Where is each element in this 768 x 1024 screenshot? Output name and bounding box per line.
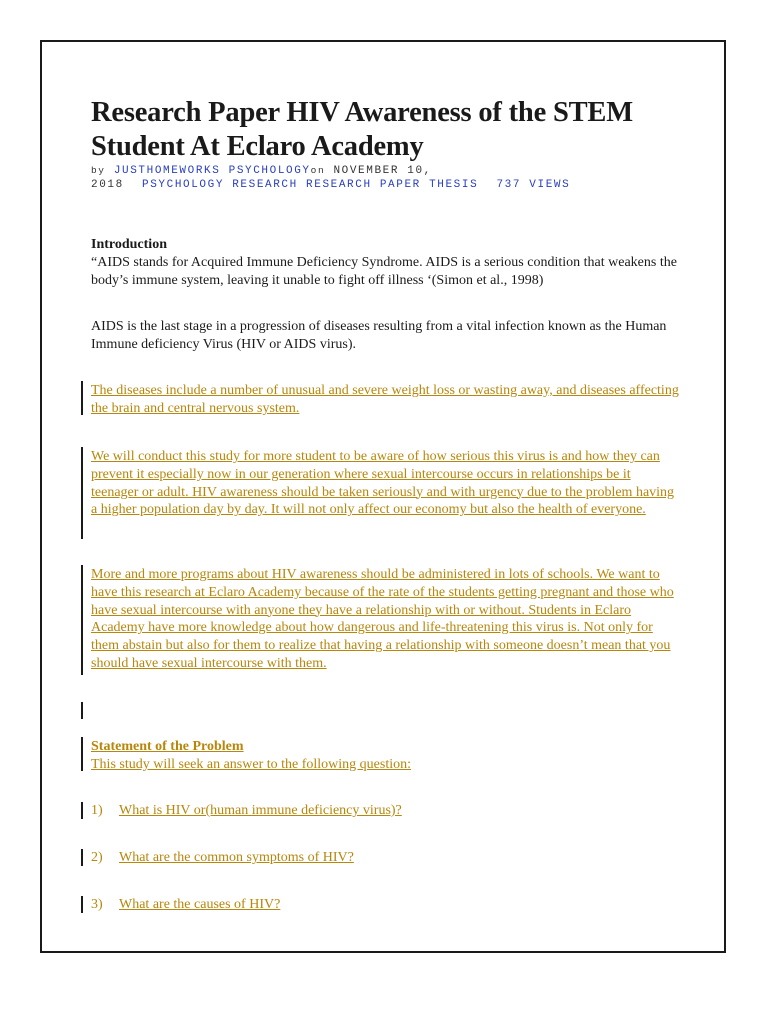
- change-bar: [81, 802, 83, 819]
- change-bar: [81, 849, 83, 866]
- change-bar: [81, 737, 83, 771]
- question-text: What are the causes of HIV?: [119, 897, 281, 912]
- question-number: 1): [91, 803, 103, 818]
- problem-intro: This study will seek an answer to the following question:: [91, 756, 412, 772]
- byline-by: by: [91, 165, 106, 176]
- change-bar: [81, 447, 83, 539]
- introduction-section: [91, 236, 681, 289]
- introduction-paragraph-5: More and more programs about HIV awareness should be administered in lots of schools. We want to have this research at Eclaro Academy because of the rate of the students getting pregnant and those who have sexual intercourse with anyone they have a relationship with or without. Students in Eclaro Academy have more knowledge about how dangerous and life-threatening this virus is. Not only for them abstain but also for them to realize that having a relationship with someone doesn’t mean that you should have sexual intercourse with them.: [91, 567, 674, 671]
- view-count: 737 VIEWS: [496, 179, 571, 191]
- document-title: Research Paper HIV Awareness of the STEM Student At Eclaro Academy: [91, 97, 633, 162]
- question-item: [91, 849, 681, 867]
- question-item: [91, 896, 681, 914]
- question-item: [91, 802, 681, 820]
- publish-date-part2: 2018: [91, 179, 124, 191]
- question-text: What are the common symptoms of HIV?: [119, 850, 354, 865]
- change-bar: [81, 896, 83, 913]
- category-link-research-paper-thesis[interactable]: RESEARCH PAPER THESIS: [306, 179, 479, 191]
- problem-heading: Statement of the Problem: [91, 739, 244, 754]
- introduction-paragraph-4: We will conduct this study for more student to be aware of how serious this virus is and how they can prevent it especially now in our generation where sexual intercourse occurs in relationships be it teenager or adult. HIV awareness should be taken seriously and with urgency due to the problem having a higher population day by day. It will not only affect our economy but also the health of everyone.: [91, 449, 675, 518]
- question-number: 3): [91, 897, 103, 912]
- introduction-heading: Introduction: [91, 237, 167, 252]
- publish-date-part1: NOVEMBER 10,: [333, 165, 432, 177]
- introduction-paragraph-3: The diseases include a number of unusual and severe weight loss or wasting away, and diseases affecting the brain and central nervous system.: [91, 383, 679, 416]
- author-link[interactable]: JUSTHOMEWORKS PSYCHOLOGY: [113, 165, 311, 177]
- byline: [91, 164, 591, 192]
- question-text: What is HIV or(human immune deficiency virus)?: [119, 803, 402, 818]
- change-bar: [81, 381, 83, 415]
- problem-section: [91, 738, 681, 774]
- introduction-paragraph-2: AIDS is the last stage in a progression of diseases resulting from a vital infection known as the Human Immune deficiency Virus (HIV or AIDS virus).: [91, 319, 667, 352]
- question-number: 2): [91, 850, 103, 865]
- introduction-quote: “AIDS stands for Acquired Immune Deficiency Syndrome. AIDS is a serious condition that weakens the body’s immune system, leaving it unable to fight off illness ‘(Simon et al., 1998): [91, 254, 677, 288]
- category-link-psychology-research[interactable]: PSYCHOLOGY RESEARCH: [142, 179, 298, 191]
- byline-on: on: [310, 165, 326, 176]
- change-bar: [81, 565, 83, 675]
- change-bar: [81, 702, 83, 719]
